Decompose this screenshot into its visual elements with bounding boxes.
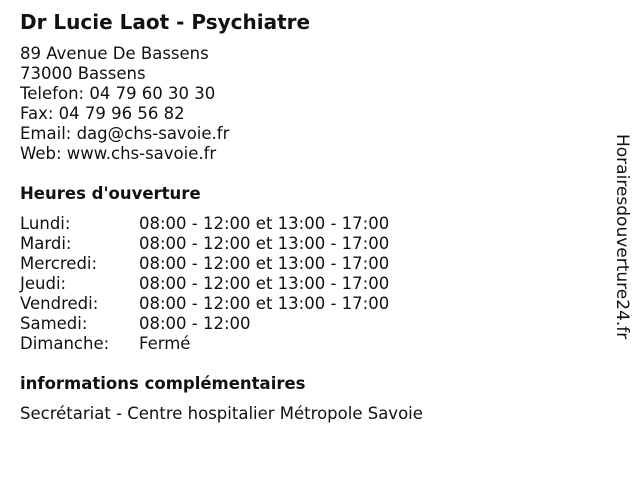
day-hours: 08:00 - 12:00 et 13:00 - 17:00 bbox=[139, 274, 390, 293]
day-hours: 08:00 - 12:00 et 13:00 - 17:00 bbox=[139, 294, 390, 313]
fax-line: Fax: 04 79 96 56 82 bbox=[20, 104, 185, 123]
day-hours: 08:00 - 12:00 et 13:00 - 17:00 bbox=[139, 214, 390, 233]
info-heading: informations complémentaires bbox=[20, 374, 306, 393]
address-street: 89 Avenue De Bassens bbox=[20, 44, 209, 63]
hours-heading: Heures d'ouverture bbox=[20, 184, 201, 203]
day-hours: Fermé bbox=[139, 334, 191, 353]
info-text: Secrétariat - Centre hospitalier Métropole Savoie bbox=[20, 404, 423, 423]
day-label: Jeudi: bbox=[20, 274, 67, 293]
address-city: 73000 Bassens bbox=[20, 64, 146, 83]
site-watermark: Horairesdouverture24.fr bbox=[612, 134, 632, 340]
page-title: Dr Lucie Laot - Psychiatre bbox=[20, 10, 311, 34]
day-label: Mercredi: bbox=[20, 254, 98, 273]
day-label: Mardi: bbox=[20, 234, 72, 253]
day-hours: 08:00 - 12:00 et 13:00 - 17:00 bbox=[139, 234, 390, 253]
day-label: Vendredi: bbox=[20, 294, 99, 313]
day-label: Samedi: bbox=[20, 314, 88, 333]
day-label: Lundi: bbox=[20, 214, 71, 233]
day-hours: 08:00 - 12:00 et 13:00 - 17:00 bbox=[139, 254, 390, 273]
web-line: Web: www.chs-savoie.fr bbox=[20, 144, 217, 163]
email-line: Email: dag@chs-savoie.fr bbox=[20, 124, 230, 143]
phone-line: Telefon: 04 79 60 30 30 bbox=[20, 84, 216, 103]
day-label: Dimanche: bbox=[20, 334, 110, 353]
day-hours: 08:00 - 12:00 bbox=[139, 314, 251, 333]
